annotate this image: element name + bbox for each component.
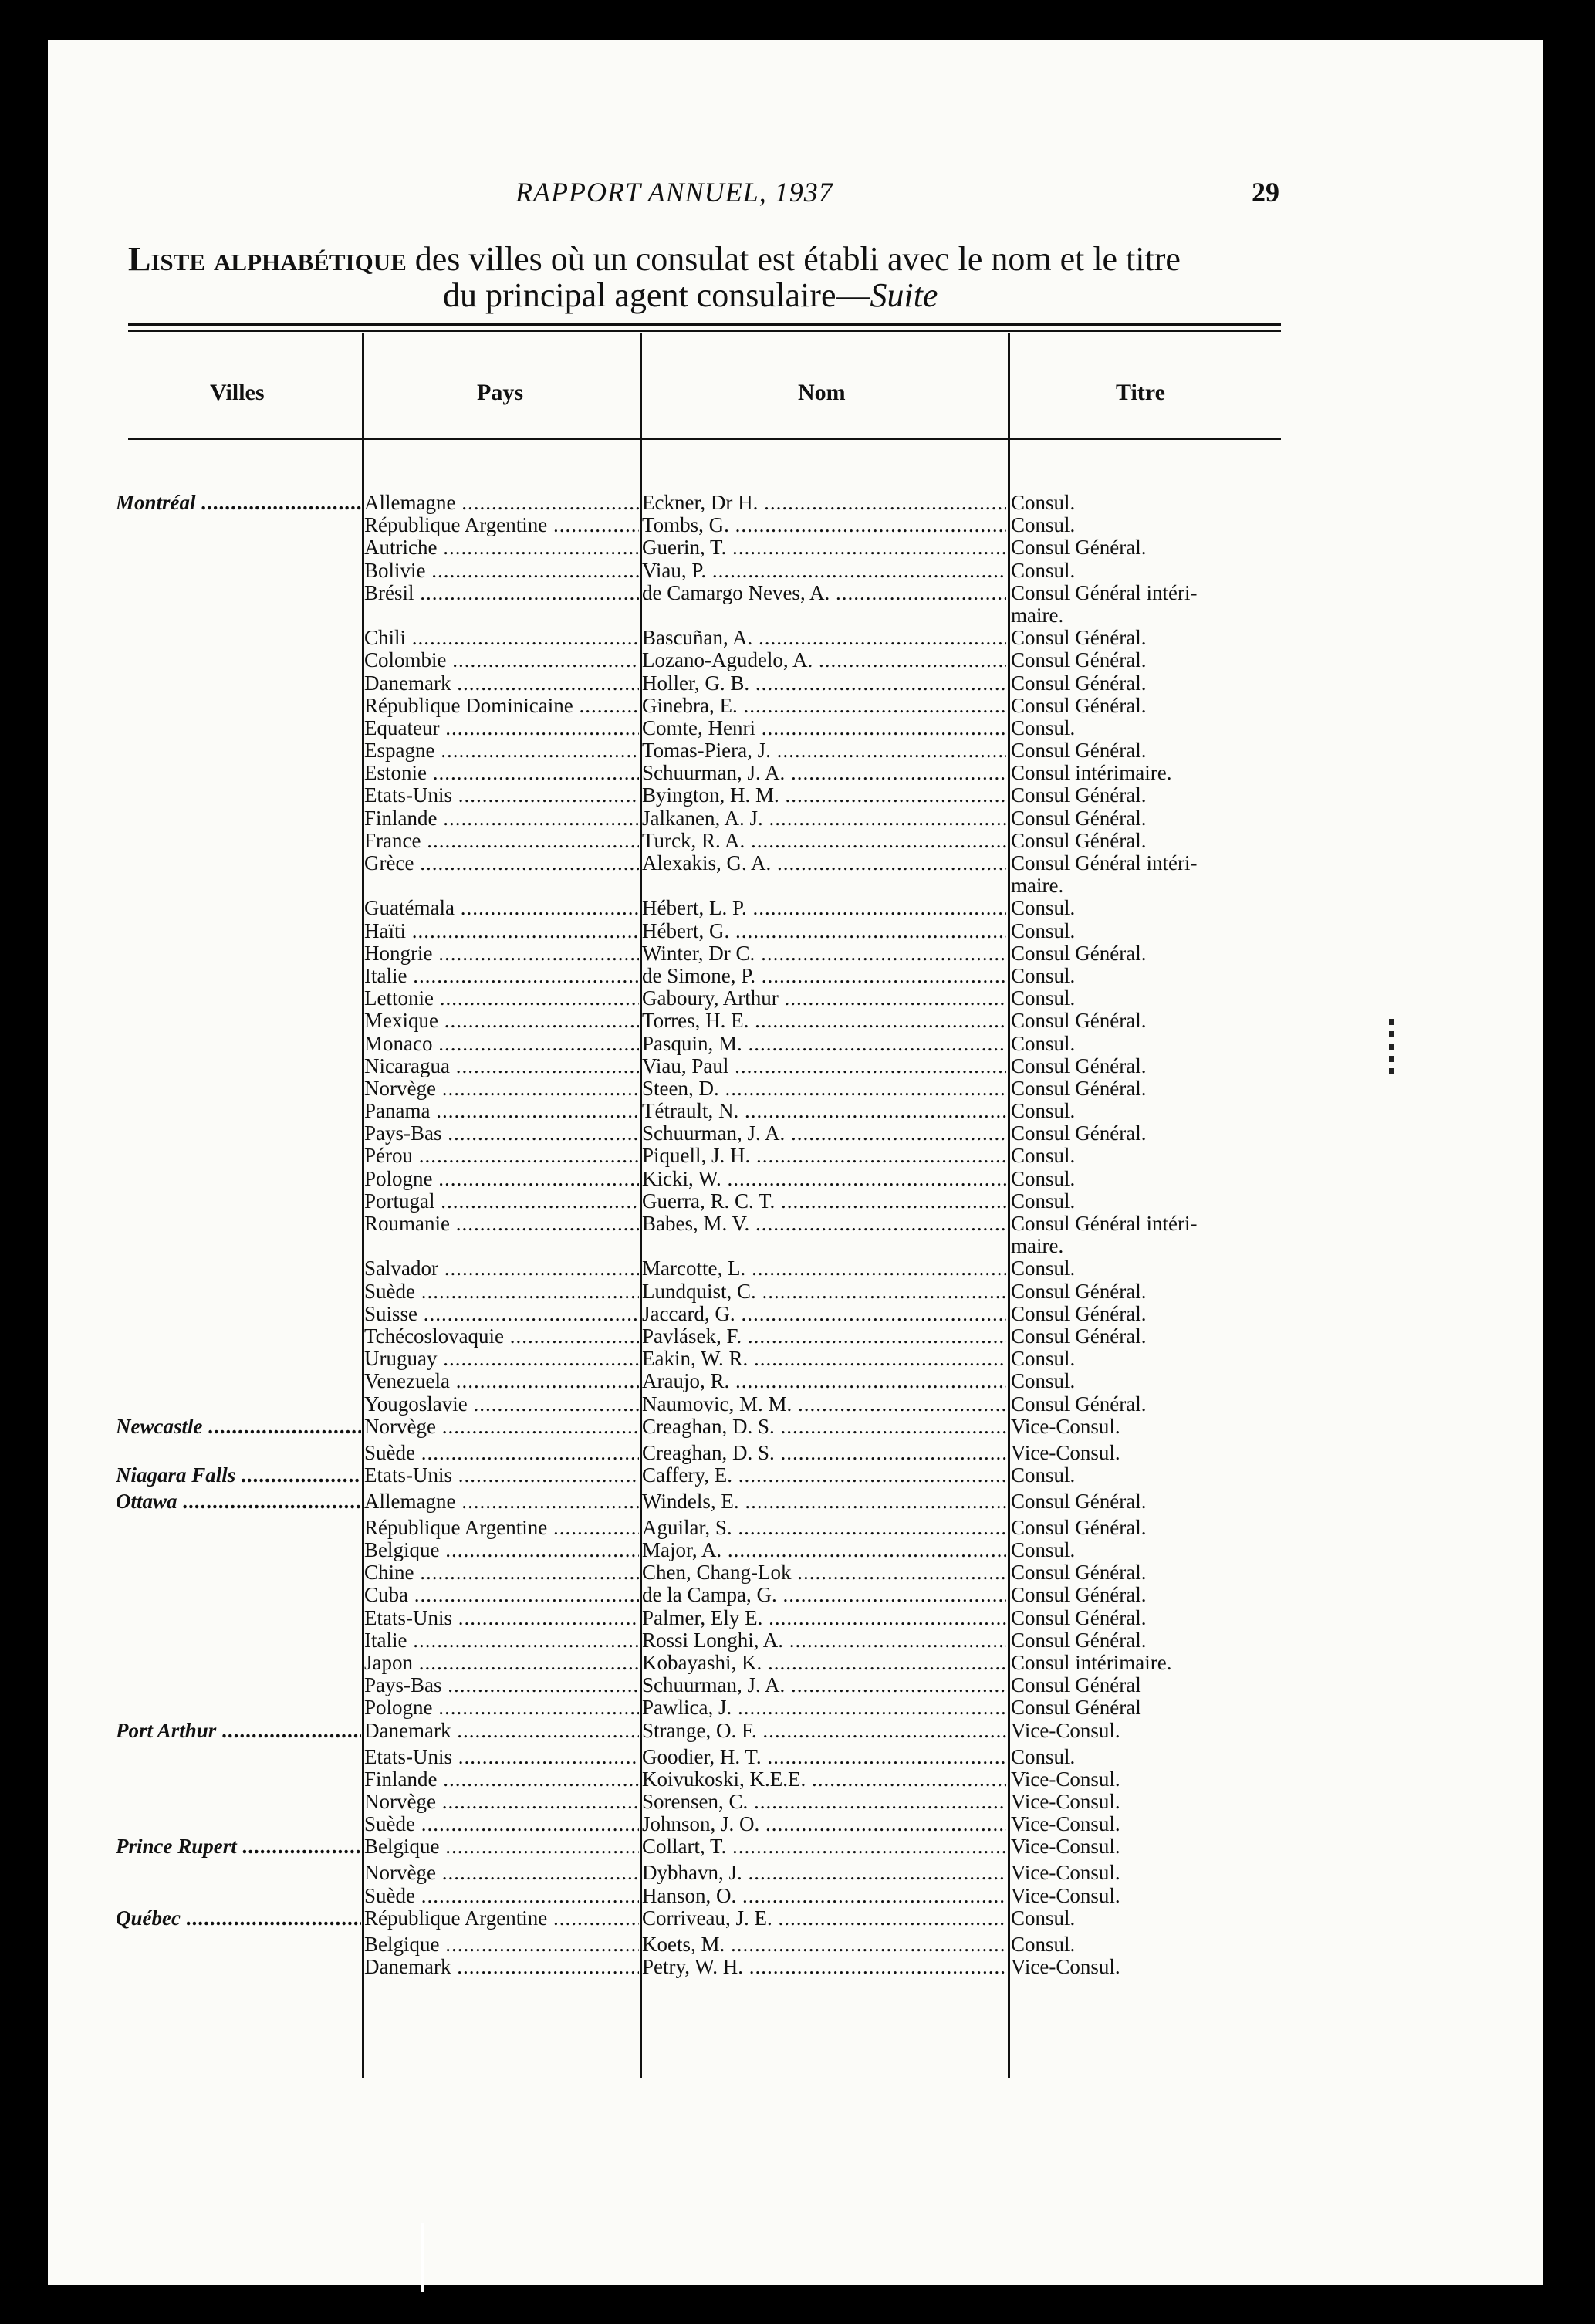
table-row (116, 1280, 1289, 1303)
country-cell: Etats-Unis ..... (364, 1746, 639, 1768)
country-cell: Finlande ..... (364, 807, 639, 830)
name-cell: Aguilar, S. ..... (642, 1517, 1006, 1539)
country-cell: Haïti ..... (364, 920, 639, 942)
name-cell: Corriveau, J. E. ..... (642, 1907, 1006, 1930)
country-cell: Etats-Unis ..... (364, 784, 639, 807)
country-cell: Suède ..... (364, 1885, 639, 1907)
country-cell: Chine ..... (364, 1561, 639, 1584)
title-cell: Consul intérimaire. (1011, 1652, 1172, 1674)
title-cell: Vice-Consul. (1011, 1813, 1120, 1836)
name-cell: Byington, H. M. ..... (642, 784, 1006, 807)
table-row (116, 897, 1289, 919)
name-cell: Tétrault, N. ..... (642, 1100, 1006, 1122)
name-cell: Koets, M. ..... (642, 1933, 1006, 1956)
country-cell: Guatémala ..... (364, 897, 639, 919)
title-cell: Vice-Consul. (1011, 1719, 1120, 1742)
title-cell: Vice-Consul. (1011, 1768, 1120, 1791)
country-cell: Pérou ..... (364, 1145, 639, 1167)
country-cell: Chili ..... (364, 627, 639, 649)
table-row (116, 852, 1289, 874)
title-cell: Vice-Consul. (1011, 1884, 1120, 1907)
title-cell: Consul. (1011, 1348, 1076, 1371)
name-cell: Bascuñan, A. ..... (642, 627, 1006, 649)
table-row (116, 1720, 1289, 1746)
column-header-nom: Nom (798, 380, 846, 405)
country-cell: Allemagne ..... (364, 1490, 639, 1513)
name-cell: Palmer, Ely E. ..... (642, 1607, 1006, 1629)
table-row (116, 695, 1289, 717)
table-row (116, 987, 1289, 1010)
table-row (116, 1348, 1289, 1370)
name-cell: Guerin, T. ..... (642, 536, 1006, 559)
country-cell: Pays-Bas ..... (364, 1122, 639, 1145)
name-cell: Tombs, G. ..... (642, 514, 1006, 536)
title-cell: Consul. (1011, 1745, 1076, 1768)
table-row (116, 1885, 1289, 1907)
name-cell: Hébert, L. P. ..... (642, 897, 1006, 919)
country-cell: Mexique ..... (364, 1010, 639, 1032)
country-cell: République Argentine ..... (364, 514, 639, 536)
consulate-table-body (116, 492, 1289, 1978)
name-cell: Dybhavn, J. ..... (642, 1862, 1006, 1884)
name-cell: Schuurman, J. A. ..... (642, 1674, 1006, 1696)
title-suite: Suite (870, 276, 938, 314)
name-cell: Petry, W. H. ..... (642, 1956, 1006, 1978)
name-cell: Kobayashi, K. ..... (642, 1652, 1006, 1674)
name-cell: Pasquin, M. ..... (642, 1033, 1006, 1055)
title-cell: Consul Général. (1011, 649, 1147, 672)
top-rule (128, 323, 1281, 326)
title-cell: maire. (1011, 604, 1064, 627)
title-cell: Consul Général. (1011, 807, 1147, 830)
title-cell: Consul Général. (1011, 1561, 1147, 1585)
title-cell: Consul Général. (1011, 1280, 1147, 1303)
table-row (116, 739, 1289, 762)
title-cell: Consul Général. (1011, 1516, 1147, 1539)
table-row (116, 1077, 1289, 1100)
country-cell: Pologne ..... (364, 1696, 639, 1719)
country-cell: Italie ..... (364, 1629, 639, 1652)
title-cell: Consul Général. (1011, 1077, 1147, 1100)
name-cell: Schuurman, J. A. ..... (642, 1122, 1006, 1145)
country-cell: Bolivie ..... (364, 560, 639, 582)
name-cell: Hébert, G. ..... (642, 920, 1006, 942)
table-row (116, 627, 1289, 649)
name-cell: Piquell, J. H. ..... (642, 1145, 1006, 1167)
country-cell: République Argentine ..... (364, 1907, 639, 1930)
title-cell: Consul Général. (1011, 942, 1147, 965)
table-row (116, 1100, 1289, 1122)
table-row (116, 1213, 1289, 1235)
title-cell: Vice-Consul. (1011, 1955, 1120, 1978)
country-cell: Suède ..... (364, 1442, 639, 1464)
title-cell: Vice-Consul. (1011, 1862, 1120, 1885)
title-cell: Consul Général. (1011, 784, 1147, 807)
title-cell: Consul Général. (1011, 1010, 1147, 1033)
name-cell: Ginebra, E. ..... (642, 695, 1006, 717)
table-row (116, 830, 1289, 852)
city-cell: Montréal ..... (116, 492, 361, 514)
title-cell: Consul. (1011, 1370, 1076, 1393)
table-row (116, 807, 1289, 830)
country-cell: Equateur ..... (364, 717, 639, 739)
table-row (116, 1696, 1289, 1719)
name-cell: Rossi Longhi, A. ..... (642, 1629, 1006, 1652)
country-cell: Norvège ..... (364, 1791, 639, 1813)
table-row (116, 1813, 1289, 1835)
title-cell: Consul Général. (1011, 1490, 1147, 1513)
name-cell: Windels, E. ..... (642, 1490, 1006, 1513)
table-row (116, 1674, 1289, 1696)
name-cell: Tomas-Piera, J. ..... (642, 739, 1006, 762)
table-row (116, 1607, 1289, 1629)
table-row (116, 1190, 1289, 1213)
table-row (116, 1257, 1289, 1280)
title-cell: Consul Général. (1011, 1324, 1147, 1348)
scan-artifact (421, 2223, 424, 2292)
table-row (116, 920, 1289, 942)
table-row (116, 1393, 1289, 1416)
country-cell: Yougoslavie ..... (364, 1393, 639, 1416)
name-cell: Turck, R. A. ..... (642, 830, 1006, 852)
name-cell: Creaghan, D. S. ..... (642, 1442, 1006, 1464)
title-cell: Consul Général. (1011, 1584, 1147, 1607)
title-cell: Consul. (1011, 964, 1076, 987)
country-cell: Salvador ..... (364, 1257, 639, 1280)
table-row (116, 1933, 1289, 1956)
title-cell: Consul Général. (1011, 627, 1147, 650)
country-cell: Italie ..... (364, 965, 639, 987)
table-row (116, 1464, 1289, 1490)
country-cell: Lettonie ..... (364, 987, 639, 1010)
running-title: RAPPORT ANNUEL, 1937 (515, 177, 833, 208)
name-cell: Lozano-Agudelo, A. ..... (642, 649, 1006, 671)
country-cell: Venezuela ..... (364, 1370, 639, 1392)
column-header-villes: Villes (210, 380, 265, 405)
country-cell: Danemark ..... (364, 1720, 639, 1742)
title-cell: Consul Général intéri- (1011, 1213, 1198, 1235)
header-rule (128, 438, 1281, 440)
title-cell: Consul Général. (1011, 739, 1147, 763)
table-row (116, 1768, 1289, 1791)
table-row (116, 1303, 1289, 1325)
name-cell: Naumovic, M. M. ..... (642, 1393, 1006, 1416)
name-cell: Johnson, J. O. ..... (642, 1813, 1006, 1835)
table-row (116, 1325, 1289, 1348)
table-row (116, 1835, 1289, 1862)
column-header-titre: Titre (1116, 380, 1165, 405)
country-cell: Danemark ..... (364, 672, 639, 695)
name-cell: de la Campa, G. ..... (642, 1584, 1006, 1606)
table-row (116, 1907, 1289, 1933)
title-cell: Consul Général. (1011, 671, 1147, 695)
table-row (116, 672, 1289, 695)
name-cell: Holler, G. B. ..... (642, 672, 1006, 695)
title-cell: Vice-Consul. (1011, 1790, 1120, 1813)
title-cell: Consul. (1011, 987, 1076, 1010)
title-cell: maire. (1011, 874, 1064, 898)
country-cell: Suède ..... (364, 1813, 639, 1835)
country-cell: Suède ..... (364, 1280, 639, 1303)
country-cell: Etats-Unis ..... (364, 1464, 639, 1487)
country-cell: Autriche ..... (364, 536, 639, 559)
title-cell: Consul. (1011, 1257, 1076, 1280)
title-cell: Consul. (1011, 897, 1076, 920)
title-cell: Consul. (1011, 1189, 1076, 1213)
table-row (116, 1862, 1289, 1884)
table-row (116, 560, 1289, 582)
country-cell: Pologne ..... (364, 1168, 639, 1190)
title-cell: Consul Général intéri- (1011, 852, 1198, 874)
title-cell: Consul. (1011, 1933, 1076, 1956)
title-cell: Consul Général. (1011, 1629, 1147, 1652)
city-cell: Niagara Falls ..... (116, 1464, 361, 1487)
name-cell: Collart, T. ..... (642, 1835, 1006, 1858)
table-row (116, 874, 1289, 897)
title-lead: Liste alphabétique (128, 240, 407, 278)
table-row (116, 1033, 1289, 1055)
name-cell: Comte, Henri ..... (642, 717, 1006, 739)
table-row (116, 514, 1289, 536)
country-cell: République Argentine ..... (364, 1517, 639, 1539)
table-title-line1 (128, 239, 1286, 279)
name-cell: Eckner, Dr H. ..... (642, 492, 1006, 514)
title-cell: Consul Général. (1011, 694, 1147, 717)
name-cell: Chen, Chang-Lok ..... (642, 1561, 1006, 1584)
title-cell: Consul intérimaire. (1011, 762, 1172, 785)
country-cell: Panama ..... (364, 1100, 639, 1122)
country-cell: Tchécoslovaquie ..... (364, 1325, 639, 1348)
name-cell: Winter, Dr C. ..... (642, 942, 1006, 965)
table-row (116, 582, 1289, 604)
top-rule-thin (128, 330, 1281, 332)
name-cell: Pawlica, J. ..... (642, 1696, 1006, 1719)
title-cell: Consul. (1011, 1906, 1076, 1930)
title-cell: Consul. (1011, 514, 1076, 537)
country-cell: Uruguay ..... (364, 1348, 639, 1370)
table-row (116, 1539, 1289, 1561)
table-row (116, 1956, 1289, 1978)
title-cell: Consul Général. (1011, 1054, 1147, 1077)
table-row (116, 965, 1289, 987)
country-cell: Colombie ..... (364, 649, 639, 671)
name-cell: Hanson, O. ..... (642, 1885, 1006, 1907)
country-cell: Espagne ..... (364, 739, 639, 762)
title-cell: Consul. (1011, 919, 1076, 942)
title-cell: Consul. (1011, 1539, 1076, 1562)
country-cell: Finlande ..... (364, 1768, 639, 1791)
title-cell: Consul Général. (1011, 1606, 1147, 1629)
table-row (116, 762, 1289, 784)
country-cell: Monaco ..... (364, 1033, 639, 1055)
title-cell: Consul Général. (1011, 1302, 1147, 1325)
title-cell: Consul. (1011, 492, 1076, 514)
country-cell: Norvège ..... (364, 1077, 639, 1100)
country-cell: Portugal ..... (364, 1190, 639, 1213)
table-row (116, 1010, 1289, 1032)
title-cell: Consul Général. (1011, 829, 1147, 852)
city-cell: Ottawa ..... (116, 1490, 361, 1513)
country-cell: Norvège ..... (364, 1862, 639, 1884)
name-cell: de Simone, P. ..... (642, 965, 1006, 987)
name-cell: Babes, M. V. ..... (642, 1213, 1006, 1235)
country-cell: Belgique ..... (364, 1539, 639, 1561)
table-row (116, 784, 1289, 807)
name-cell: Gaboury, Arthur ..... (642, 987, 1006, 1010)
title-cell: maire. (1011, 1235, 1064, 1258)
country-cell: Belgique ..... (364, 1835, 639, 1858)
table-row (116, 1055, 1289, 1077)
title-cell: Vice-Consul. (1011, 1835, 1120, 1859)
title-cell: Consul. (1011, 1100, 1076, 1123)
table-row (116, 1517, 1289, 1539)
country-cell: Grèce ..... (364, 852, 639, 874)
name-cell: Creaghan, D. S. ..... (642, 1416, 1006, 1438)
name-cell: Steen, D. ..... (642, 1077, 1006, 1100)
name-cell: Viau, P. ..... (642, 560, 1006, 582)
country-cell: Hongrie ..... (364, 942, 639, 965)
city-cell: Québec ..... (116, 1907, 361, 1930)
country-cell: Roumanie ..... (364, 1213, 639, 1235)
name-cell: Araujo, R. ..... (642, 1370, 1006, 1392)
country-cell: Pays-Bas ..... (364, 1674, 639, 1696)
title-cell: Consul. (1011, 1145, 1076, 1168)
country-cell: Suisse ..... (364, 1303, 639, 1325)
name-cell: Lundquist, C. ..... (642, 1280, 1006, 1303)
column-header-pays: Pays (477, 380, 523, 405)
title-cell: Consul Général. (1011, 536, 1147, 560)
title-line1-rest: des villes où un consulat est établi avec le nom et le titre (406, 240, 1181, 278)
table-row (116, 492, 1289, 514)
city-cell: Prince Rupert ..... (116, 1835, 361, 1858)
name-cell: Eakin, W. R. ..... (642, 1348, 1006, 1370)
name-cell: Alexakis, G. A. ..... (642, 852, 1006, 874)
country-cell: Brésil ..... (364, 582, 639, 604)
name-cell: Jaccard, G. ..... (642, 1303, 1006, 1325)
table-row (116, 1490, 1289, 1517)
country-cell: Cuba ..... (364, 1584, 639, 1606)
name-cell: de Camargo Neves, A. ..... (642, 582, 1006, 604)
table-row (116, 1168, 1289, 1190)
table-row (116, 1629, 1289, 1652)
country-cell: Nicaragua ..... (364, 1055, 639, 1077)
city-cell: Newcastle ..... (116, 1416, 361, 1438)
name-cell: Kicki, W. ..... (642, 1168, 1006, 1190)
name-cell: Guerra, R. C. T. ..... (642, 1190, 1006, 1213)
country-cell: Norvège ..... (364, 1416, 639, 1438)
name-cell: Torres, H. E. ..... (642, 1010, 1006, 1032)
country-cell: Danemark ..... (364, 1956, 639, 1978)
country-cell: Estonie ..... (364, 762, 639, 784)
country-cell: Belgique ..... (364, 1933, 639, 1956)
table-title-line2 (443, 276, 938, 315)
title-cell: Consul. (1011, 1463, 1076, 1487)
title-cell: Consul. (1011, 1167, 1076, 1190)
title-cell: Consul. (1011, 1032, 1076, 1055)
title-cell: Consul. (1011, 716, 1076, 739)
name-cell: Koivukoski, K.E.E. ..... (642, 1768, 1006, 1791)
name-cell: Marcotte, L. ..... (642, 1257, 1006, 1280)
name-cell: Major, A. ..... (642, 1539, 1006, 1561)
table-row (116, 649, 1289, 671)
table-row (116, 1145, 1289, 1167)
page-number: 29 (1252, 177, 1279, 208)
table-row (116, 1584, 1289, 1606)
name-cell: Sorensen, C. ..... (642, 1791, 1006, 1813)
table-row (116, 536, 1289, 559)
country-cell: République Dominicaine ..... (364, 695, 639, 717)
table-row (116, 1122, 1289, 1145)
table-row (116, 717, 1289, 739)
table-row (116, 1416, 1289, 1442)
title-cell: Consul. (1011, 559, 1076, 582)
title-cell: Consul Général. (1011, 1122, 1147, 1145)
table-row (116, 1746, 1289, 1768)
name-cell: Caffery, E. ..... (642, 1464, 1006, 1487)
name-cell: Pavlásek, F. ..... (642, 1325, 1006, 1348)
name-cell: Schuurman, J. A. ..... (642, 762, 1006, 784)
title-cell: Vice-Consul. (1011, 1441, 1120, 1464)
name-cell: Viau, Paul ..... (642, 1055, 1006, 1077)
scan-artifact (1389, 1019, 1394, 1081)
table-row (116, 1652, 1289, 1674)
table-row (116, 604, 1289, 627)
table-row (116, 1561, 1289, 1584)
table-row (116, 942, 1289, 965)
title-cell: Consul Général. (1011, 1392, 1147, 1416)
country-cell: Japon ..... (364, 1652, 639, 1674)
city-cell: Port Arthur ..... (116, 1720, 361, 1742)
name-cell: Jalkanen, A. J. ..... (642, 807, 1006, 830)
country-cell: France ..... (364, 830, 639, 852)
name-cell: Goodier, H. T. ..... (642, 1746, 1006, 1768)
title-cell: Consul Général intéri- (1011, 581, 1198, 604)
name-cell: Strange, O. F. ..... (642, 1720, 1006, 1742)
title-cell: Consul Général (1011, 1674, 1141, 1697)
table-row (116, 1442, 1289, 1464)
table-row (116, 1791, 1289, 1813)
title-cell: Consul Général (1011, 1696, 1141, 1720)
title-line2-text: du principal agent consulaire— (443, 276, 870, 314)
country-cell: Allemagne ..... (364, 492, 639, 514)
country-cell: Etats-Unis ..... (364, 1607, 639, 1629)
table-row (116, 1235, 1289, 1257)
title-cell: Vice-Consul. (1011, 1415, 1120, 1438)
table-row (116, 1370, 1289, 1392)
